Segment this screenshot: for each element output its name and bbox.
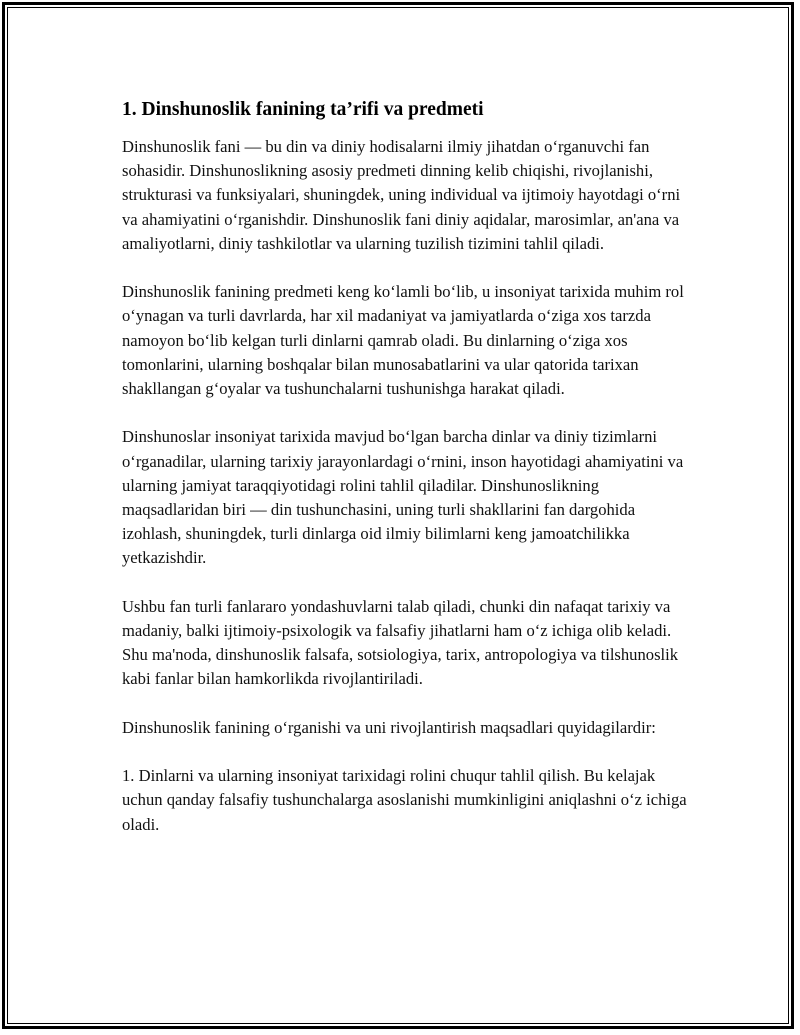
section-heading: 1. Dinshunoslik fanining ta’rifi va predmeti [122, 99, 484, 120]
paragraph-goals-intro: Dinshunoslik fanining o‘rganishi va uni rivojlantirish maqsadlari quyidagilardir: [122, 717, 656, 737]
document-body [122, 97, 694, 861]
paragraph-definition: Dinshunoslik fani — bu din va diniy hodisalarni ilmiy jihatdan o‘rganuvchi fan sohasidir. Dinshunoslikning asosiy predmeti dinning kelib chiqishi, rivojlanishi, strukturasi va funksiyalari, shuningdek, uning individual va ijtimoiy hayotdagi o‘rni va ahamiyatini o‘rganishdir. Dinshunoslik fani diniy aqidalar, marosimlar, an'ana va amaliyotlarni, diniy tashkilotlar va ularning tuzilish tizimini tahlil qiladi. [122, 137, 681, 253]
page-border [2, 2, 794, 1029]
paragraph-subject: Dinshunoslik fanining predmeti keng ko‘lamli bo‘lib, u insoniyat tarixida muhim rol o‘ynagan va turli davrlarda, har xil madaniyat va jamiyatlarda o‘ziga xos tarzda namoyon bo‘lib kelgan turli dinlarni qamrab oladi. Bu dinlarning o‘ziga xos tomonlarini, ularning boshqalar bilan munosabatlarini va ular qatorida tarixan shakllangan g‘oyalar va tushunchalarni tushunishga harakat qiladi. [122, 282, 684, 399]
paragraph-interdisciplinary: Ushbu fan turli fanlararo yondashuvlarni talab qiladi, chunki din nafaqat tarixiy va madaniy, balki ijtimoiy-psixologik va falsafiy jihatlarni ham o‘z ichiga olib keladi. Shu ma'noda, dinshunoslik falsafa, sotsiologiya, tarix, antropologiya va tilshunoslik kabi fanlar bilan hamkorlikda rivojlantiriladi. [122, 596, 679, 689]
paragraph-scholars: Dinshunoslar insoniyat tarixida mavjud bo‘lgan barcha dinlar va diniy tizimlarni o‘rganadilar, ularning tarixiy jarayonlardagi o‘rnini, inson hayotidagi ahamiyatini va ularning jamiyat taraqqiyotidagi rolini tahlil qiladilar. Dinshunoslikning maqsadlaridan biri — din tushunchasini, uning turli shakllarini fan dargohida izohlash, shuningdek, turli dinlarga oid ilmiy bilimlarni keng jamoatchilikka yetkazishdir. [122, 427, 684, 568]
paragraph-goal-1: 1. Dinlarni va ularning insoniyat tarixidagi rolini chuqur tahlil qilish. Bu kelajak uchun qanday falsafiy tushunchalarga asoslanishi mumkinligini aniqlashni o‘z ichiga oladi. [122, 766, 687, 834]
